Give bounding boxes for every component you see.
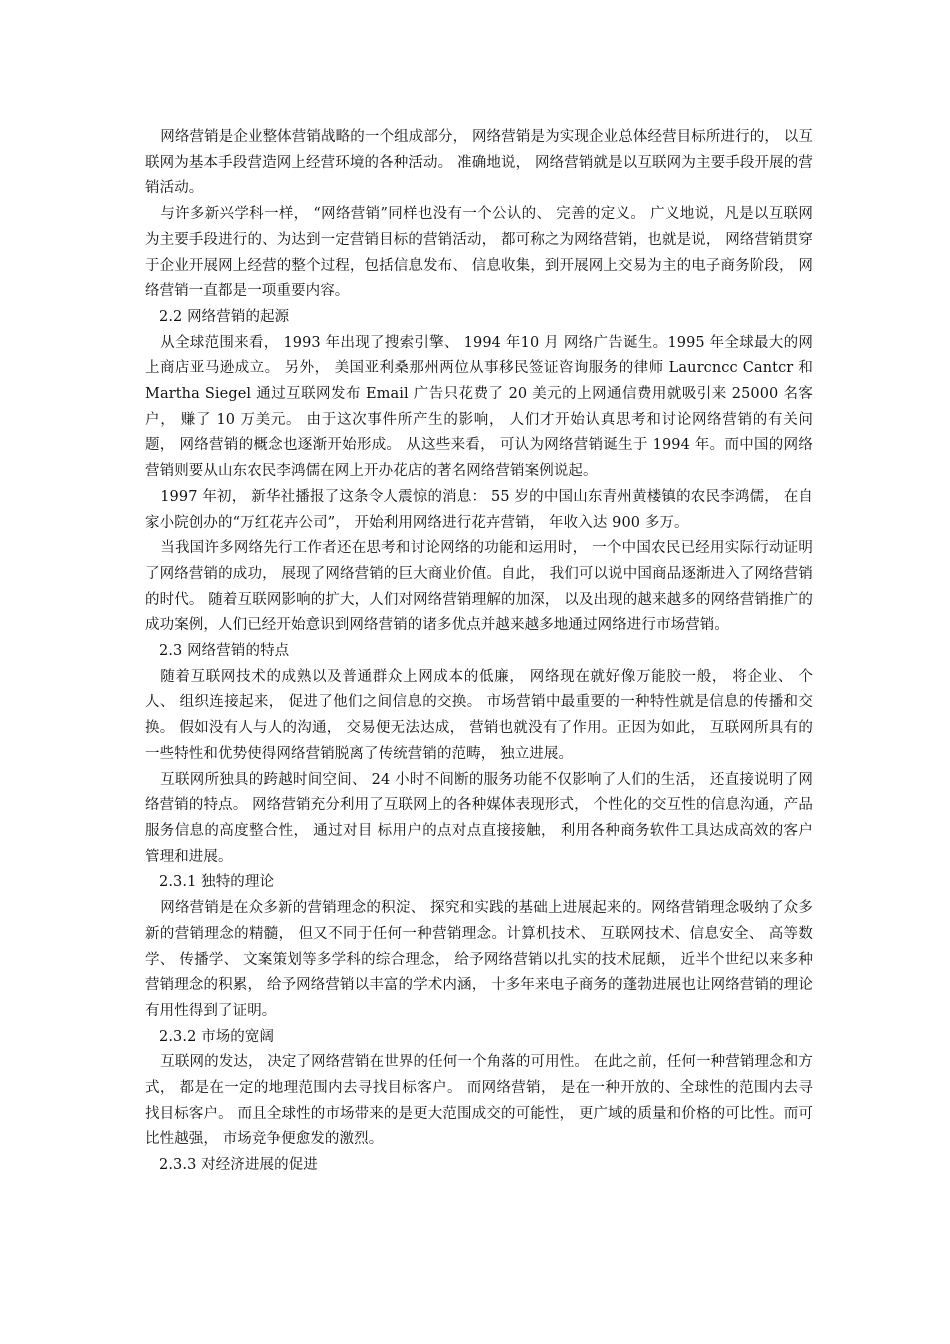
paragraph-1997-news: 1997 年初， 新华社播报了这条令人震惊的消息： 55 岁的中国山东青州黄楼镇的农民李鸿儒， 在自家小院创办的“万红花卉公司”， 开始利用网络进行花卉营销， 年收入达 900 多万。 bbox=[145, 488, 813, 531]
paragraph-definition: 网络营销是企业整体营销战略的一个组成部分， 网络营销是为实现企业总体经营目标所进行的， 以互联网为基本手段营造网上经营环境的各种活动。 准确地说， 网络营销就是以互联网为主要手段开展的营销活动。 bbox=[145, 129, 813, 197]
section-heading-features: 2.3 网络营销的特点 bbox=[159, 643, 290, 660]
paragraph-information-exchange: 随着互联网技术的成熟以及普通群众上网成本的低廉， 网络现在就好像万能胶一般， 将企业、 个人、 组织连接起来， 促进了他们之间信息的交换。 市场营销中最重要的一种特性就是信息的传播和交换。 假如没有人与人的沟通， 交易便无法达成， 营销也就没有了作用。正因为如此， 互联网所具有的一些特性和优势使得网络营销脱离了传统营销的范畴， 独立进展。 bbox=[145, 668, 813, 762]
paragraph-china-era: 当我国许多网络先行工作者还在思考和讨论网络的功能和运用时， 一个中国农民已经用实际行动证明了网络营销的成功， 展现了网络营销的巨大商业价值。自此， 我们可以说中国商品逐渐进入了网络营销的时代。 随着互联网影响的扩大，人们对网络营销理解的加深， 以及出现的越来越多的网络营销推广的成功案例，人们已经开始意识到网络营销的诸多优点并越来越多地通过网络进行市场营销。 bbox=[145, 540, 813, 634]
document-page bbox=[145, 125, 813, 1179]
subsection-heading-theory: 2.3.1 独特的理论 bbox=[159, 874, 275, 891]
subsection-heading-market: 2.3.2 市场的宽阔 bbox=[159, 1028, 275, 1045]
subsection-heading-economy: 2.3.3 对经济进展的促进 bbox=[159, 1157, 318, 1174]
section-heading-origin: 2.2 网络营销的起源 bbox=[159, 308, 290, 325]
paragraph-market: 互联网的发达， 决定了网络营销在世界的任何一个角落的可用性。 在此之前，任何一种营销理念和方式， 都是在一定的地理范围内去寻找目标客户。 而网络营销， 是在一种开放的、全球性的范围内去寻找目标客户。 而且全球性的市场带来的是更大范围成交的可能性， 更广域的质量和价格的可比性。而可比性越强， 市场竞争便愈发的激烈。 bbox=[145, 1054, 813, 1148]
paragraph-theory: 网络营销是在众多新的营销理念的积淀、 探究和实践的基础上进展起来的。网络营销理念吸纳了众多新的营销理念的精髓， 但又不同于任何一种营销理念。计算机技术、 互联网技术、信息安全、 高等数学、 传播学、 文案策划等多学科的综合理念， 给予网络营销以扎实的技术屁颠， 近半个世纪以来多种营销理念的积累， 给予网络营销以丰富的学术内涵， 十多年来电子商务的蓬勃进展也让网络营销的理论有用性得到了证明。 bbox=[145, 900, 813, 1019]
paragraph-internet-features: 互联网所独具的跨越时间空间、 24 小时不间断的服务功能不仅影响了人们的生活， 还直接说明了网络营销的特点。 网络营销充分利用了互联网上的各种媒体表现形式， 个性化的交互性的信息沟通，产品服务信息的高度整合性， 通过对目 标用户的点对点直接接触， 利用各种商务软件工具达成高效的客户管理和进展。 bbox=[145, 771, 813, 865]
paragraph-global-origin: 从全球范围来看， 1993 年出现了搜索引擎、 1994 年10 月 网络广告诞生。1995 年全球最大的网上商店亚马逊成立。 另外， 美国亚利桑那州两位从事移民签证咨询服务的律师 Laurcncc Cantcr 和 Martha Siegel 通过互联网发布 Email 广告只花费了 20 美元的上网通信费用就吸引来 25000 名客户， 赚了 10 万美元。 由于这次事件所产生的影响， 人们才开始认真思考和讨论网络营销的有关问题， 网络营销的概念也逐渐开始形成。 从这些来看， 可认为网络营销诞生于 1994 年。而中国的网络营销则要从山东农民李鸿儒在网上开办花店的著名网络营销案例说起。 bbox=[145, 334, 813, 480]
paragraph-broad-definition: 与许多新兴学科一样， “网络营销”同样也没有一个公认的、 完善的定义。 广义地说，凡是以互联网为主要手段进行的、为达到一定营销目标的营销活动， 都可称之为网络营销，也就是说， 网络营销贯穿于企业开展网上经营的整个过程，包括信息发布、 信息收集，到开展网上交易为主的电子商务阶段， 网络营销一直都是一项重要内容。 bbox=[145, 206, 813, 300]
